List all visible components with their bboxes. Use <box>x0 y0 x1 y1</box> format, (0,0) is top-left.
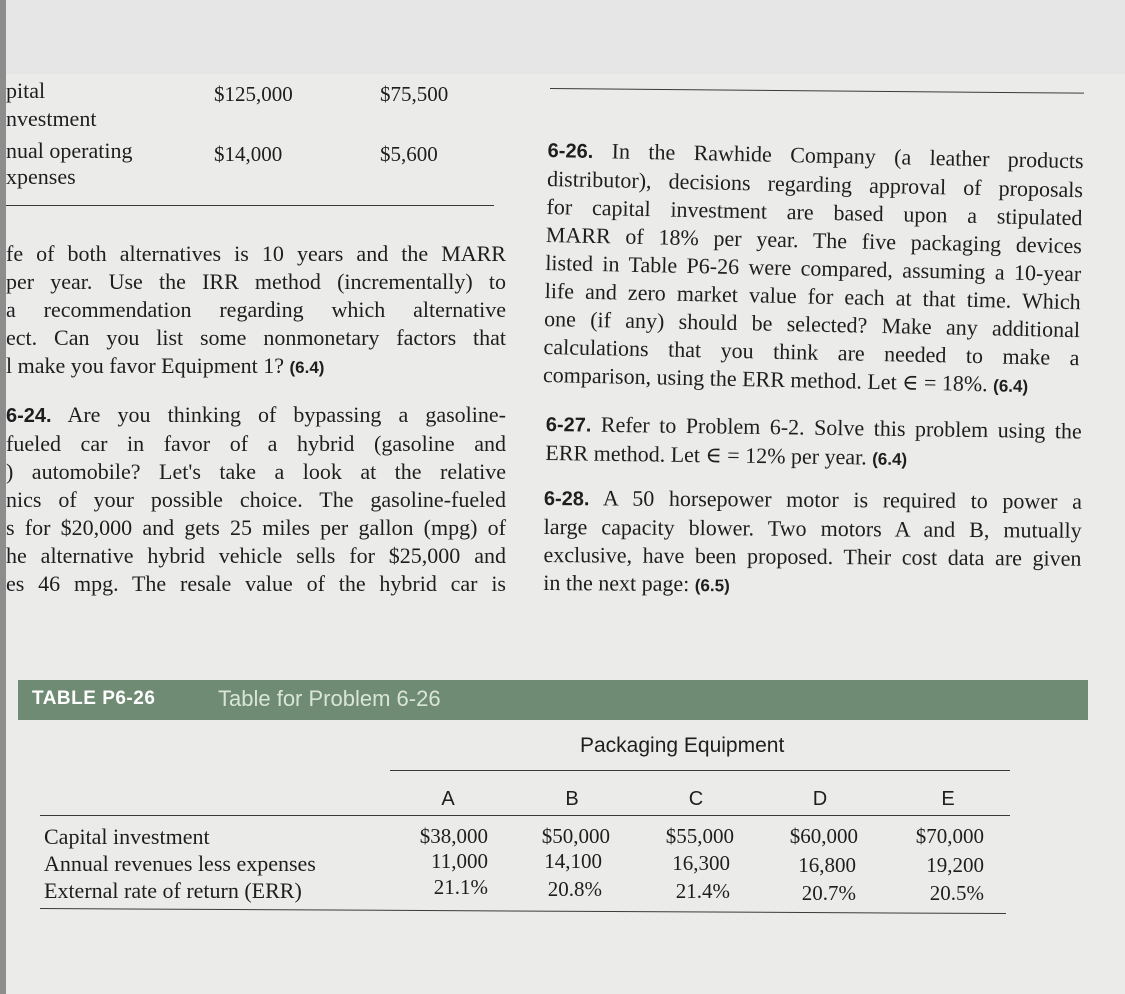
text-line: es 46 mpg. The resale value of the hybrid car is <box>6 571 506 596</box>
table-label: TABLE P6-26 <box>32 688 156 709</box>
row-label: Annual revenues less expenses <box>44 851 316 876</box>
value-cell: $125,000 <box>214 82 293 106</box>
row-label: Capital investment <box>44 824 210 849</box>
table-cell: $38,000 <box>419 824 488 848</box>
table-cell: 11,000 <box>431 849 488 873</box>
text-line: per year. Use the IRR method (incrementally) to <box>6 269 506 294</box>
value-cell: $14,000 <box>214 142 283 166</box>
text-fragment: Refer to Problem 6-2. Solve this problem using the <box>600 411 1082 444</box>
text-fragment: In the Rawhide Company (a leather products <box>611 138 1084 174</box>
problem-number: 6-24. <box>6 405 52 427</box>
text-line: MARR of 18% per year. The five packaging devices <box>545 221 1083 259</box>
left-paragraph <box>6 240 506 382</box>
table-cell: 19,200 <box>926 853 984 877</box>
column-header-a: A <box>441 788 455 810</box>
problem-6-26 <box>543 136 1084 402</box>
text-fragment: Are you thinking of bypassing a gasoline- <box>67 402 506 427</box>
row-label: xpenses <box>6 164 76 189</box>
text-line: large capacity blower. Two motors A and B, mutually <box>543 513 1082 543</box>
text-fragment: ERR method. Let ∈ = 12% per year. <box>545 439 867 470</box>
table-cell: 21.1% <box>433 875 488 899</box>
text-line: distributor), decisions regarding approval of proposals <box>546 165 1084 203</box>
text-line: for capital investment are based upon a stipulated <box>546 193 1083 231</box>
section-ref: (6.4) <box>289 358 325 377</box>
top-band <box>0 0 1125 74</box>
value-cell: $5,600 <box>380 142 438 166</box>
problem-6-27 <box>545 410 1082 476</box>
problem-6-24 <box>6 401 506 598</box>
table-rule <box>6 205 494 206</box>
top-left-cost-table <box>6 78 506 208</box>
text-line <box>6 401 506 430</box>
text-line: a recommendation regarding which alternative <box>6 297 506 322</box>
table-title: Table for Problem 6-26 <box>218 686 441 711</box>
text-fragment: l make you favor Equipment 1? <box>6 353 284 378</box>
text-line: life and zero market value for each at that time. Which <box>544 277 1081 315</box>
column-header-b: B <box>565 788 579 810</box>
text-line: fueled car in favor of a hybrid (gasoline and <box>6 431 506 456</box>
table-cell: 20.7% <box>801 881 856 905</box>
text-line: s for $20,000 and gets 25 miles per gallon (mpg) of <box>6 515 506 540</box>
section-ref: (6.4) <box>872 449 908 470</box>
text-line: listed in Table P6-26 were compared, assuming a 10-year <box>545 249 1082 287</box>
column-header-e: E <box>941 788 955 810</box>
table-cell: $55,000 <box>665 824 734 848</box>
table-cell: 21.4% <box>675 879 730 903</box>
header-rule <box>390 770 1010 771</box>
column-header-d: D <box>812 788 828 810</box>
table-cell: $70,000 <box>915 824 984 848</box>
column-header-rule <box>40 815 1010 816</box>
text-line: nics of your possible choice. The gasoline-fueled <box>6 487 506 512</box>
text-line <box>6 352 506 382</box>
text-fragment: A 50 horsepower motor is required to power a <box>602 485 1082 514</box>
group-header: Packaging Equipment <box>580 734 785 757</box>
text-line: he alternative hybrid vehicle sells for $25,000 and <box>6 543 506 568</box>
table-cell: 16,300 <box>672 851 730 875</box>
text-line: exclusive, have been proposed. Their cost data are given <box>543 541 1082 571</box>
section-ref: (6.5) <box>694 576 730 596</box>
row-label: nvestment <box>6 106 97 131</box>
table-cell: 16,800 <box>798 853 856 877</box>
table-cell: 14,100 <box>544 849 602 873</box>
text-line: ) automobile? Let's take a look at the relative <box>6 459 506 484</box>
problem-number: 6-27. <box>545 413 592 437</box>
text-fragment: in the next page: <box>543 569 690 597</box>
table-cell: $50,000 <box>541 824 610 848</box>
text-line <box>544 484 1082 517</box>
text-line: one (if any) should be selected? Make any additional <box>543 305 1081 343</box>
text-line <box>543 569 1081 603</box>
table-cell: $60,000 <box>789 824 858 848</box>
table-cell: 20.8% <box>547 877 602 901</box>
column-header-c: C <box>688 788 704 810</box>
problem-number: 6-26. <box>547 139 594 163</box>
text-line: ect. Can you list some nonmonetary factors that <box>6 325 506 350</box>
text-fragment: comparison, using the ERR method. Let ∈ = 18%. <box>542 361 988 397</box>
section-ref: (6.4) <box>992 376 1029 397</box>
row-label: External rate of return (ERR) <box>44 878 302 903</box>
problem-6-28 <box>543 484 1082 603</box>
text-line: fe of both alternatives is 10 years and the MARR <box>6 241 506 266</box>
problem-number: 6-28. <box>543 487 590 511</box>
row-label: nual operating <box>6 138 133 163</box>
text-line: calculations that you think are needed to make a <box>543 333 1080 371</box>
table-cell: 20.5% <box>929 881 984 905</box>
table-banner <box>18 680 1088 720</box>
row-label: pital <box>6 78 46 103</box>
value-cell: $75,500 <box>380 82 449 106</box>
